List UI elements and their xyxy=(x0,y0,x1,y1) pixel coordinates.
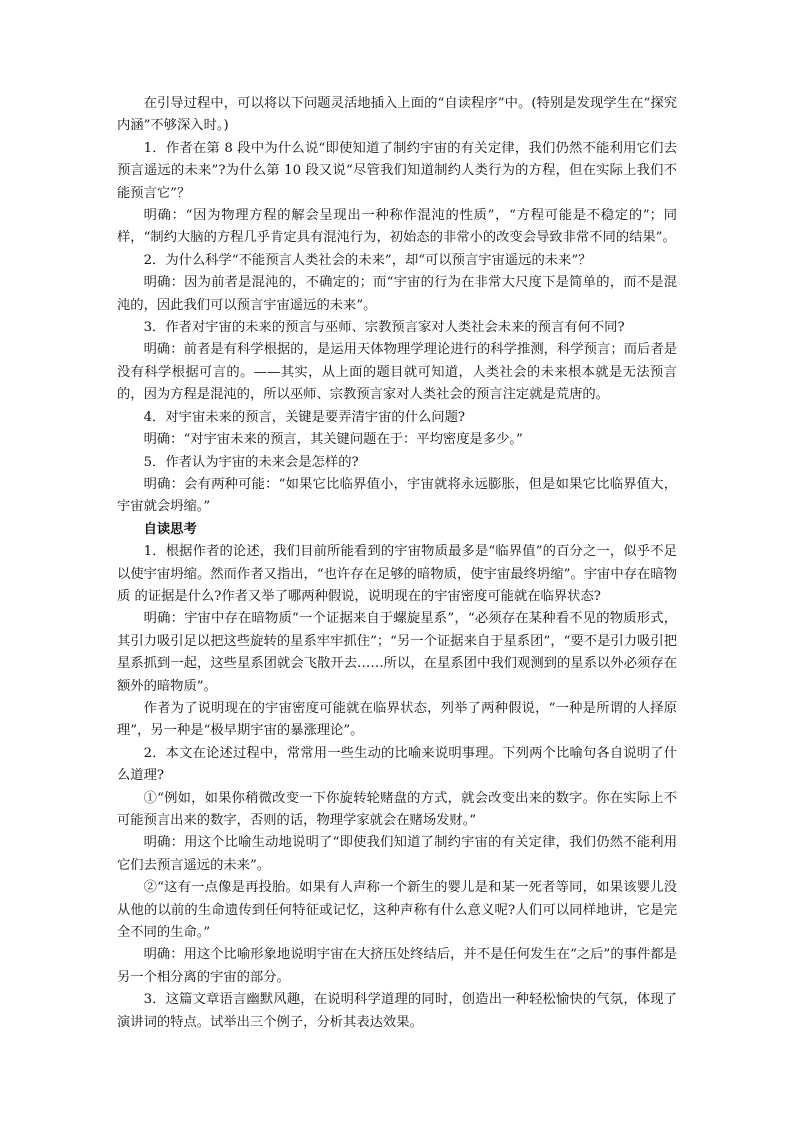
think-answer-2-item-2: 明确：用这个比喻形象地说明宇宙在大挤压处终结后，并不是任何发生在“之后”的事件都是另一个相分离的宇宙的部分。 xyxy=(117,947,677,985)
question-4: 4．对宇宙未来的预言，关键是要弄清宇宙的什么问题? xyxy=(143,409,466,425)
question-2: 2．为什么科学“不能预言人类社会的未来”，却“可以预言宇宙遥远的未来”？ xyxy=(143,252,592,268)
intro-paragraph: 在引导过程中，可以将以下问题灵活地插入上面的“自读程序”中。(特别是发现学生在“探究内涵”不够深入时。) xyxy=(117,96,677,134)
question-1: 1．作者在第 8 段中为什么说“即使知道了制约宇宙的有关定律，我们仍然不能利用它们去预言遥远的未来”?为什么第 10 段又说“尽管我们知道制约人类行为的方程，但在实际上我们不能预言它”？ xyxy=(117,140,677,201)
document-page xyxy=(117,93,677,1034)
question-5: 5．作者认为宇宙的未来会是怎样的? xyxy=(143,454,359,470)
think-question-2-item-2: ②“这有一点像是再投胎。如果有人声称一个新生的婴儿是和某一死者等同，如果该婴儿没从他的以前的生命遗传到任何特征或记忆，这种声称有什么意义呢?人们可以同样地讲，它是完全不同的生命。” xyxy=(117,880,677,941)
think-answer-1: 明确：宇宙中存在暗物质“一个证据来自于螺旋星系”，“必须存在某种看不见的物质形式，其引力吸引足以把这些旋转的星系牢牢抓住”；“另一个证据来自于星系团”，“要不是引力吸引把星系抓到一起，这些星系团就会飞散开去……所以，在星系团中我们观测到的星系以外必须存在额外的暗物质”。 xyxy=(117,611,677,694)
section-title: 自读思考 xyxy=(143,521,197,537)
think-question-3: 3．这篇文章语言幽默风趣，在说明科学道理的同时，创造出一种轻松愉快的气氛，体现了演讲词的特点。试举出三个例子，分析其表达效果。 xyxy=(117,992,677,1030)
answer-5: 明确：会有两种可能：“如果它比临界值小，宇宙就将永远膨胀，但是如果它比临界值大，宇宙就会坍缩。” xyxy=(117,476,677,515)
think-question-1: 1．根据作者的论述，我们目前所能看到的宇宙物质最多是“临界值”的百分之一，似乎不足以使宇宙坍缩。然而作者又指出，“也许存在足够的暗物质，使宇宙最终坍缩”。宇宙中存在暗物质 的证据是什么?作者又举了哪两种假说，说明现在的宇宙密度可能就在临界状态? xyxy=(117,544,677,604)
answer-2: 明确：因为前者是混沌的，不确定的；而“宇宙的行为在非常大尺度下是简单的，而不是混沌的，因此我们可以预言宇宙遥远的未来”。 xyxy=(117,275,677,313)
answer-1: 明确：“因为物理方程的解会呈现出一种称作混沌的性质”，“方程可能是不稳定的”；同样，“制约大脑的方程几乎肯定具有混沌行为，初始态的非常小的改变会导致非常不同的结果”。 xyxy=(117,208,677,246)
think-answer-2-item-1: 明确：用这个比喻生动地说明了“即使我们知道了制约宇宙的有关定律，我们仍然不能利用它们去预言遥远的未来”。 xyxy=(117,835,677,873)
answer-3: 明确：前者是有科学根据的，是运用天体物理学理论进行的科学推测，科学预言；而后者是没有科学根据可言的。——其实，从上面的题目就可知道，人类社会的未来根本就是无法预言的，因为方程是混沌的，所以巫师、宗教预言家对人类社会的预言注定就是荒唐的。 xyxy=(117,342,677,403)
answer-4: 明确：“对宇宙未来的预言，其关键问题在于：平均密度是多少。” xyxy=(143,432,523,448)
think-question-2-item-1: ①“例如，如果你稍微改变一下你旋转轮赌盘的方式，就会改变出来的数字。你在实际上不可能预言出来的数字，否则的话，物理学家就会在赌场发财。” xyxy=(117,790,677,828)
think-answer-1b: 作者为了说明现在的宇宙密度可能就在临界状态，列举了两种假说，“一种是所谓的人择原理”，另一种是“极早期宇宙的暴涨理论”。 xyxy=(117,700,677,739)
think-question-2: 2．本文在论述过程中，常常用一些生动的比喻来说明事理。下列两个比喻句各自说明了什么道理? xyxy=(117,745,677,784)
question-3: 3．作者对宇宙的未来的预言与巫师、宗教预言家对人类社会未来的预言有何不同? xyxy=(143,320,625,336)
